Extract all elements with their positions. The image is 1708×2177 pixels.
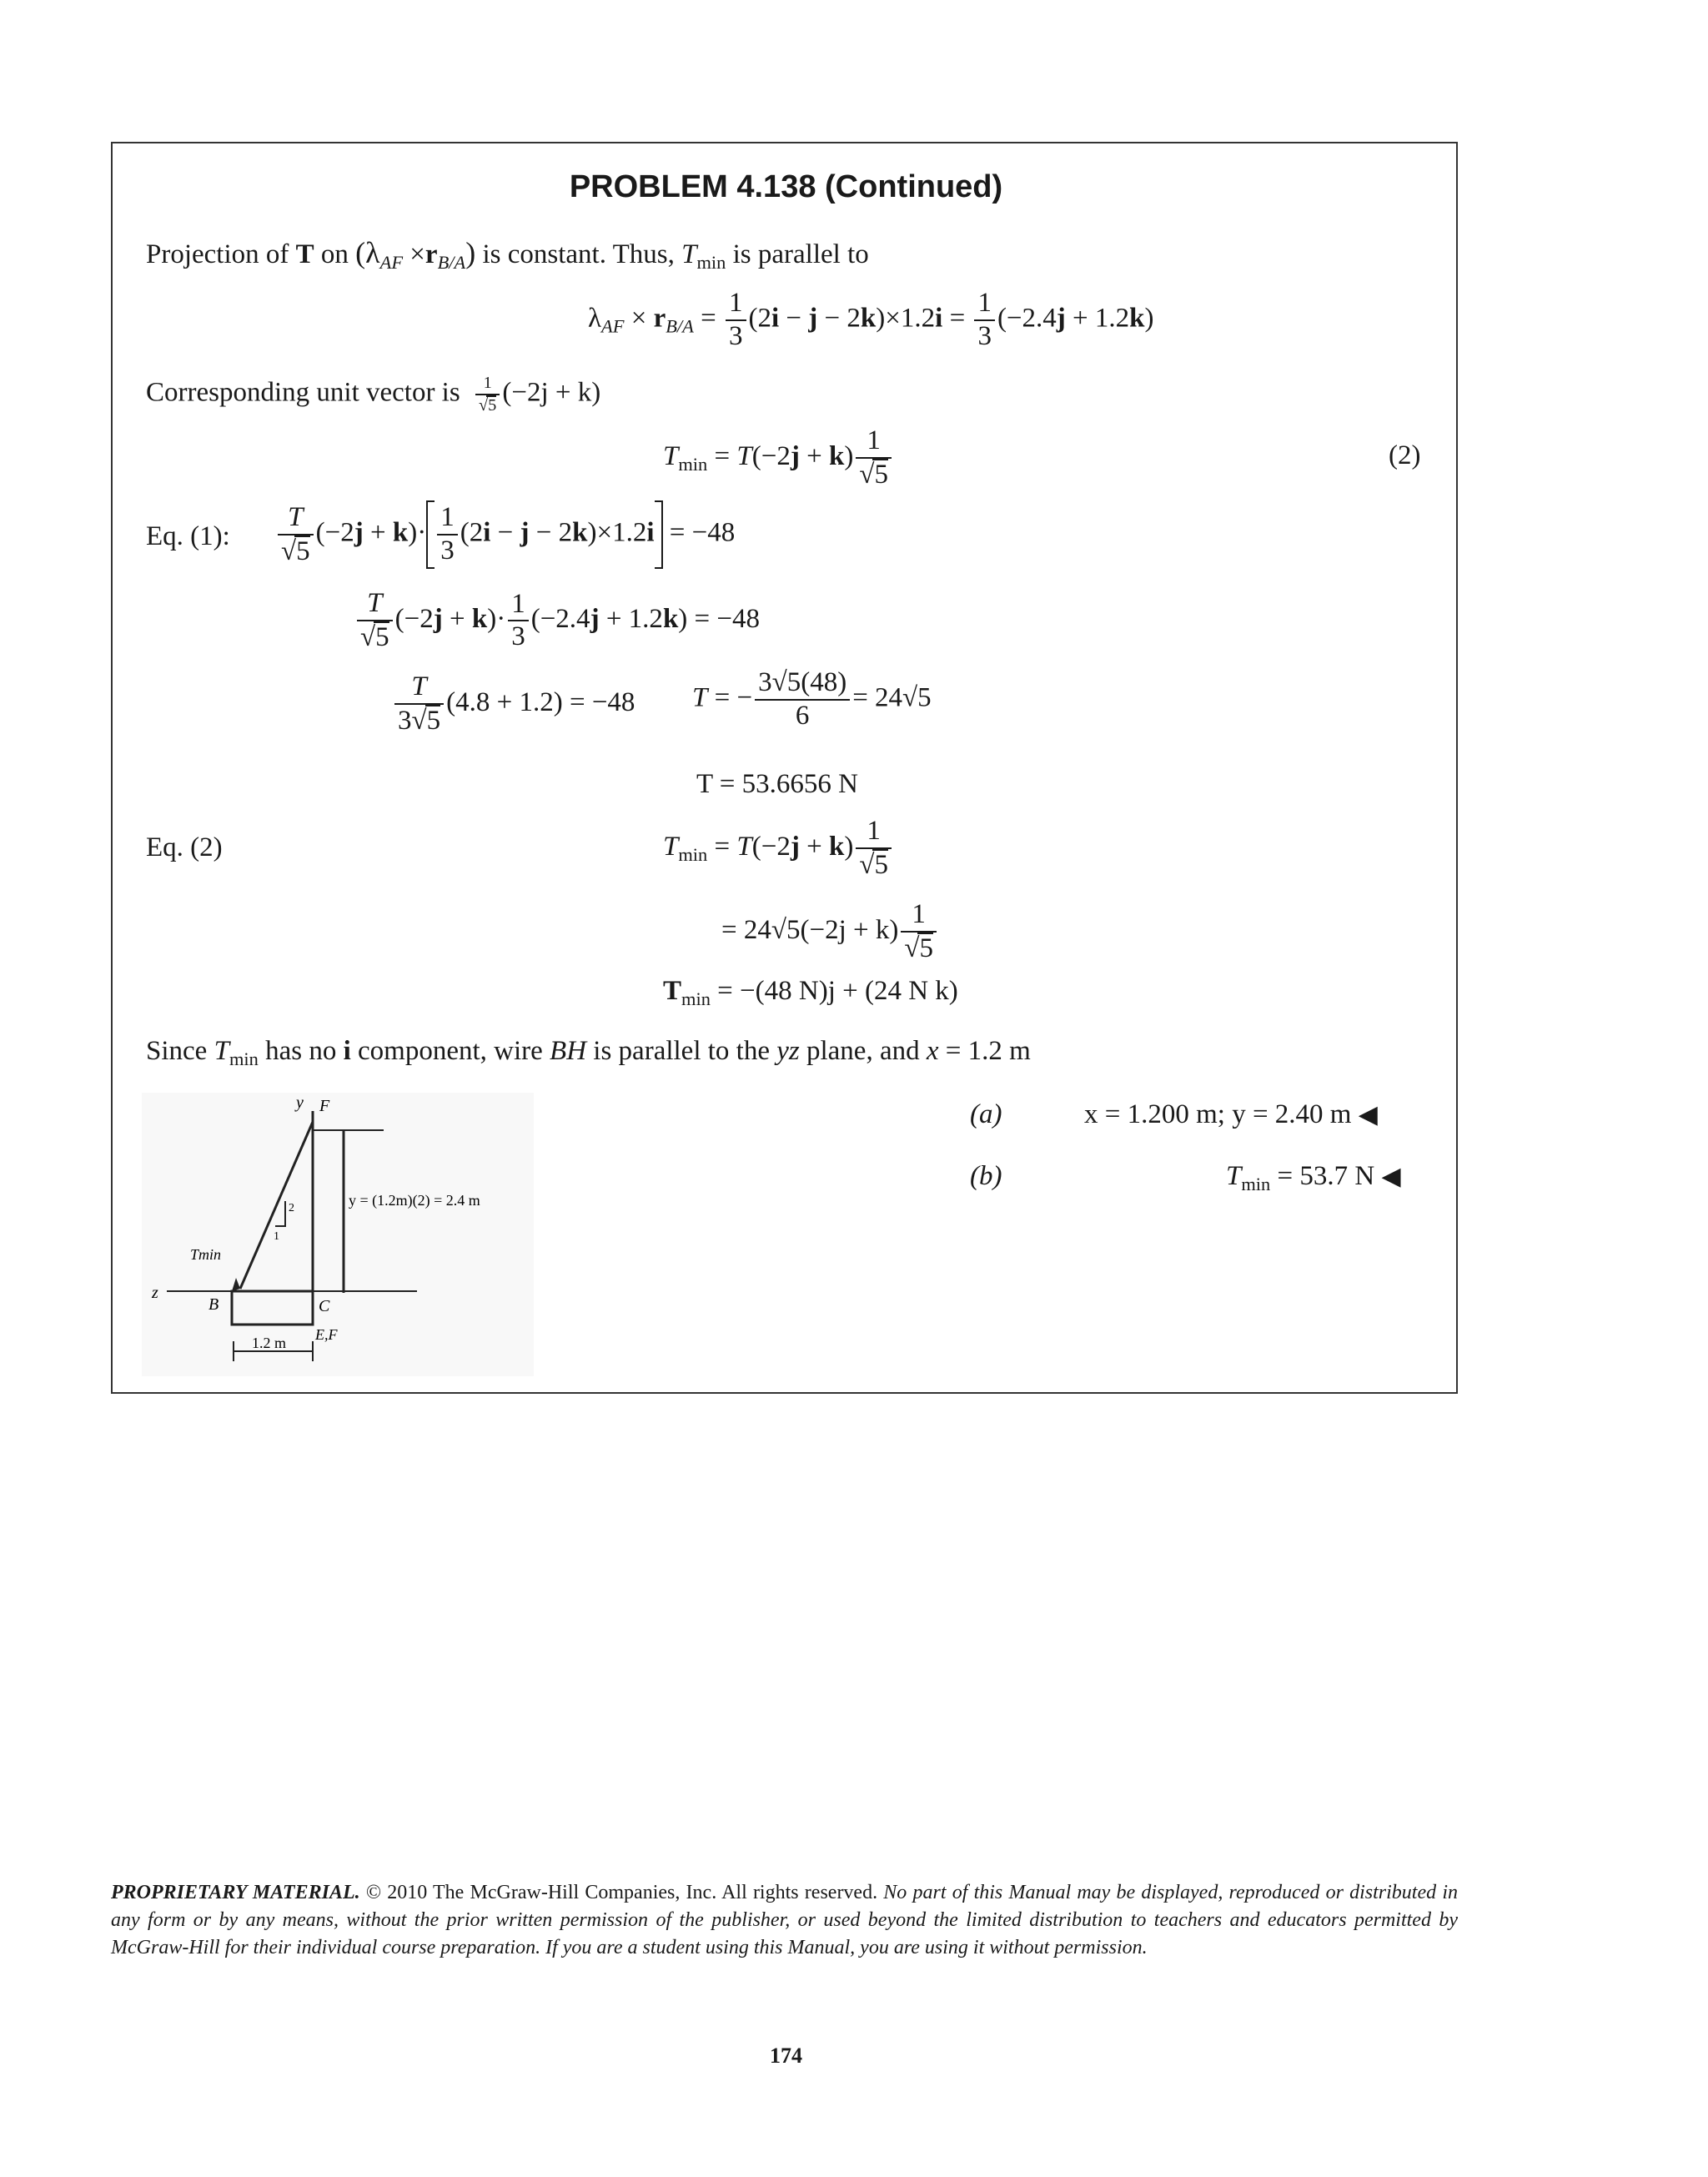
label-y-equation: y = (1.2m)(2) = 2.4 m <box>349 1192 480 1209</box>
eq1-label: Eq. (1): <box>146 521 230 551</box>
eq2-label: Eq. (2) <box>146 832 223 862</box>
eq1-line3-left: $\frac{T}{3√5}$ (4.8 + 1.2) = −48 <box>392 671 635 737</box>
label-dimension: 1.2 m <box>252 1335 287 1351</box>
label-tmin: Tmin <box>190 1246 222 1263</box>
unit-vector-line: Corresponding unit vector is $\frac{1}{√5}$ (−2j + k) <box>146 374 601 415</box>
slope-1: 1 <box>274 1230 279 1243</box>
slope-2: 2 <box>289 1202 294 1214</box>
answer-a-value: x = 1.200 m; y = 2.40 m ◀ <box>1084 1099 1378 1129</box>
tmin-definition: $T_{min} = T(-2j + k)$ $\frac{1}{√5}$ <box>663 425 894 491</box>
label-ef: E,F <box>315 1326 338 1343</box>
answer-a-label: (a) <box>970 1099 1002 1129</box>
copyright-footer: PROPRIETARY MATERIAL. © 2010 The McGraw-Hill Companies, Inc. All rights reserved. No part of this Manual may be displayed, reproduced or distributed in any form or by any means, without the prior written permission of the publisher, or used beyond the limited distribution to teachers and educators permitted by McGraw-Hill for their individual course preparation. If you are a student using this Manual, you are using it without permission. <box>111 1882 1458 1958</box>
label-y-axis: y <box>296 1094 304 1112</box>
answer-b-value: $T_{min} = 53.7$ N ◀ <box>1226 1161 1401 1195</box>
label-c: C <box>319 1297 330 1315</box>
page-number: 174 <box>770 2044 802 2068</box>
tmin-vector-result: $T_{min} = -(48$ N)j + (24 N k) <box>663 976 958 1010</box>
label-b: B <box>208 1295 219 1314</box>
eq1-line1: $\frac{T}{√5}$ (−2j + k)· $\frac{1}{3}$ (2i − j − 2k)×1.2i = −48 <box>275 500 735 569</box>
label-f: F <box>319 1097 330 1115</box>
eq2-line1: $T_{min} = T(-2j + k)$ $\frac{1}{√5}$ <box>663 816 894 882</box>
problem-title: PROBLEM 4.138 (Continued) <box>569 169 1003 204</box>
eq2-line2: = 24√5(−2j + k) $\frac{1}{√5}$ <box>721 899 939 965</box>
equation-number-2: (2) <box>1389 440 1421 470</box>
eq1-line2: $\frac{T}{√5}$ (−2j + k)· $\frac{1}{3}$ (−2.4j + 1.2k) = −48 <box>354 588 760 654</box>
t-value: T = 53.6656 N <box>696 769 859 799</box>
lambda-cross-equation: $\lambda_{AF} \times r_{B/A}$ = $\frac{1}{3}$ (2i − j − 2k)×1.2i = $\frac{1}{3}$ (−2.4j + 1.2k) <box>588 288 1154 351</box>
since-line: Since $T_{min}$ has no i component, wire BH is parallel to the yz plane, and x = 1.2 m <box>146 1036 1031 1070</box>
answer-b-label: (b) <box>970 1161 1002 1191</box>
label-z-axis: z <box>152 1284 158 1302</box>
geometry-sketch <box>142 1093 534 1376</box>
projection-line: Projection of T on $(\lambda_{AF} \times r_{B/A})$ is constant. Thus, $T_{min}$ is parallel to <box>146 236 869 274</box>
eq1-line3-right: T = − $\frac{3√5(48)}{6}$ = 24√5 <box>692 667 932 731</box>
